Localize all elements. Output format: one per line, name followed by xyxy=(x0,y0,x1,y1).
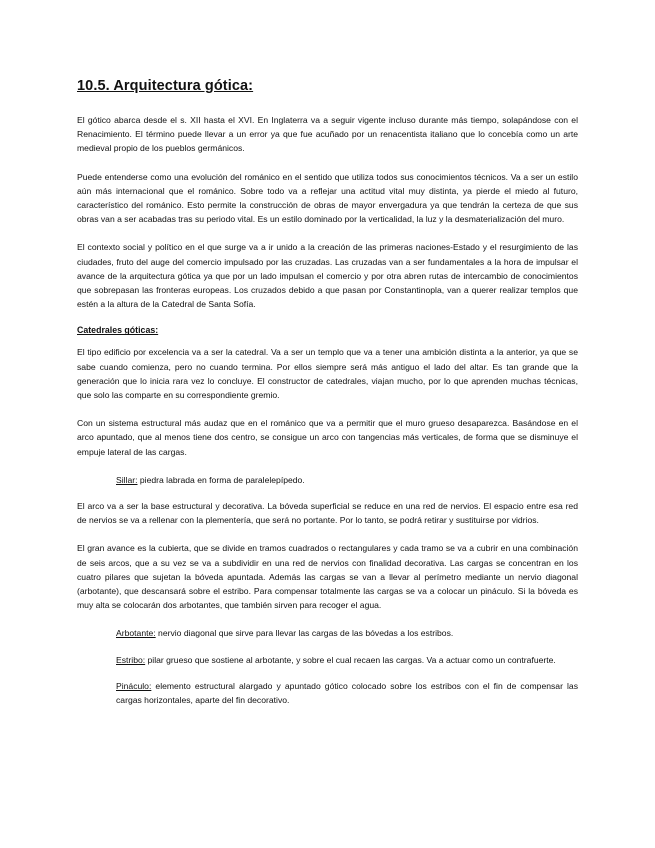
definition-sillar xyxy=(77,473,578,487)
page-title: 10.5. Arquitectura gótica: xyxy=(77,78,254,94)
definition-term: Estribo: xyxy=(116,654,146,665)
definition-term: Pináculo: xyxy=(116,680,152,691)
definition-arbotante xyxy=(77,626,578,640)
paragraph-catedral-3: El arco va a ser la base estructural y decorativa. La bóveda superficial se reduce en una red de nervios. El espacio entre esa red de nervios se va a rellenar con la plementería, que será no portante. Por lo tanto, se podrá retirar y sustituirse por vidrios. xyxy=(77,501,578,526)
definition-text: pilar grueso que sostiene al arbotante, y sobre el cual recaen las cargas. Va a actuar como un contrafuerte. xyxy=(145,654,556,665)
paragraph-intro-1: El gótico abarca desde el s. XII hasta el XVI. En Inglaterra va a seguir vigente incluso durante más tiempo, solapándose con el Renacimiento. El término puede llevar a un error ya que fue acuñado por un renacentista italiano que lo concebía como un arte medieval propio de los pueblos germánicos. xyxy=(77,115,578,154)
definition-text: elemento estructural alargado y apuntado gótico colocado sobre los estribos con el fin de compensar las cargas horizontales, aparte del fin decorativo. xyxy=(116,680,578,706)
definition-text: piedra labrada en forma de paralelepípedo. xyxy=(137,474,305,485)
paragraph-catedral-1: El tipo edificio por excelencia va a ser la catedral. Va a ser un templo que va a tener una ambición distinta a la anterior, ya que se sabe cuando comienza, pero no cuando termina. Por ellos siempre será más antiguo el lado del altar. Es tan grande que la generación que lo inicia rara vez lo concluye. El constructor de catedrales, viajan mucho, por lo que aprenden muchas técnicas, que solo las comparte en su correspondiente gremio. xyxy=(77,347,578,401)
paragraph-intro-2: Puede entenderse como una evolución del románico en el sentido que utiliza todos sus conocimientos técnicos. Va a ser un estilo aún más internacional que el románico. Sobre todo va a reflejar una actitud vital muy distinta, ya pierde el miedo al futuro, característico del románico. Esto permite la construcción de obras de mayor envergadura ya que tendrán la certeza de que sus obras van a ser acabadas tras su periodo vital. Es un estilo dominado por la verticalidad, la luz y la desmaterialización del muro. xyxy=(77,171,578,225)
paragraph-intro-3: El contexto social y político en el que surge va a ir unido a la creación de las primeras naciones-Estado y el resurgimiento de las ciudades, fruto del auge del comercio impulsado por las cruzadas. Las cruzadas van a ser fundamentales a la hora de impulsar el avance de la arquitectura gótica ya que por un lado impulsan el comercio y por otra abren rutas de intercambio de conocimientos que sobrepasan las fronteras europeas. Los cruzados debido a que pasan por Constantinopla, van a querer realizar templos que estén a la altura de la Catedral de Santa Sofía. xyxy=(77,242,578,310)
definition-estribo xyxy=(77,653,578,667)
paragraph-catedral-2: Con un sistema estructural más audaz que en el románico que va a permitir que el muro grueso desaparezca. Basándose en el arco apuntado, que al menos tiene dos centro, se consigue un arco con tangencias más verticales, de forma que se disminuye el empuje lateral de las cargas. xyxy=(77,418,578,457)
definition-term: Arbotante: xyxy=(116,628,156,639)
paragraph-catedral-4: El gran avance es la cubierta, que se divide en tramos cuadrados o rectangulares y cada tramo se va a cubrir en una combinación de seis arcos, que a su vez se va a subdividir en una red de nervios con finalidad decorativa. Las cargas se concentran en los cuatro pilares que sujetan la bóveda apuntada. Además las cargas se van a llevar al perímetro mediante un nervio diagonal (arbotante), que descansará sobre el estribo. Para compensar totalmente las cargas se va a colocar un pináculo. Si la bóveda es muy alta se colocarán dos arbotantes, que también sirven para recoger el agua. xyxy=(77,543,578,611)
definition-pinaculo xyxy=(77,679,578,707)
section-heading: Catedrales góticas: xyxy=(77,325,159,336)
definition-term: Sillar: xyxy=(116,474,138,485)
definition-text: nervio diagonal que sirve para llevar las cargas de las bóvedas a los estribos. xyxy=(155,628,454,639)
